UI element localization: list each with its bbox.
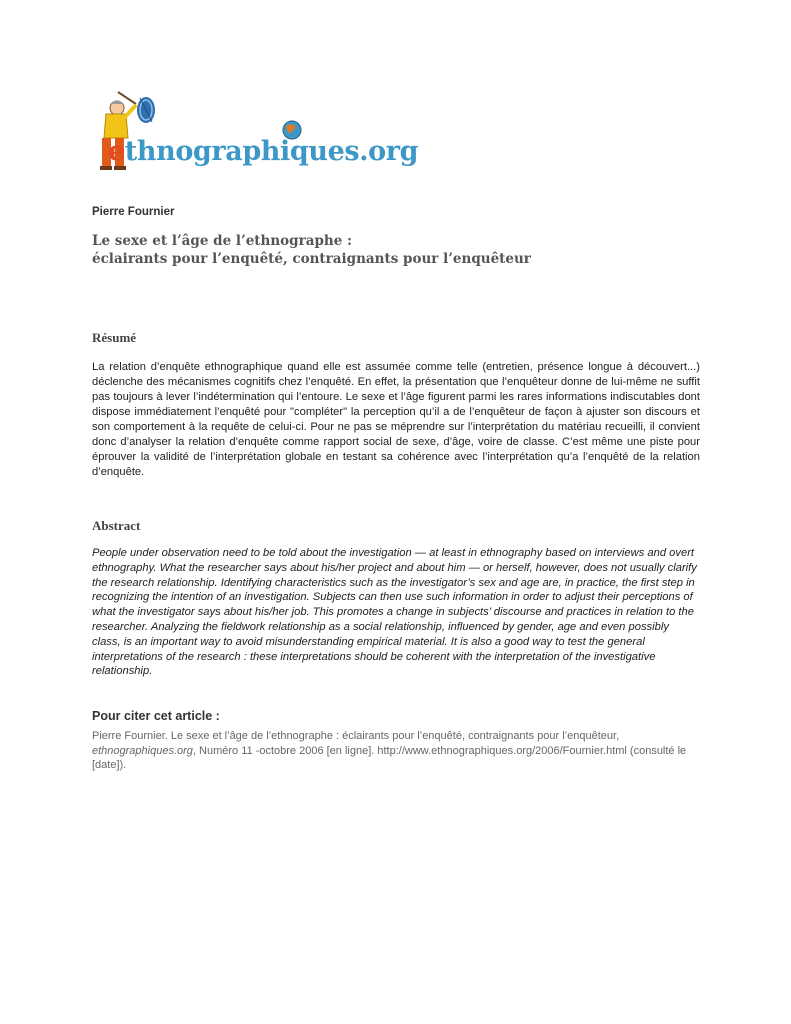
logo-wordmark bbox=[108, 136, 418, 167]
abstract-heading: Abstract bbox=[92, 518, 141, 533]
resume-heading: Résumé bbox=[92, 330, 137, 345]
citation-text bbox=[92, 729, 702, 773]
article-title-line-1: Le sexe et l’âge de l’ethnographe : bbox=[92, 233, 352, 249]
citation-heading: Pour citer cet article : bbox=[92, 709, 220, 723]
abstract-text: People under observation need to be told about the investigation — at least in ethnography based on interviews and overt ethnography. What the researcher says about his/her project and about him — or herself, however, does not usually clarify the research relationship. Identifying characteristics such as the investigator’s sex and age are, in practice, the first step in recognizing the intention of an investigation. Subjects can then use such information in order to adjust their perceptions of what the investigator says about his/her job. This promotes a change in subjects’ discourse and practices in relation to the researcher. Analyzing the fieldwork relationship as a social relationship, influenced by gender, age and even possibly class, is an important way to avoid misunderstanding empirical material. It is also a good way to test the general interpretations of the research : these interpretations should be coherent with the interpretation of the investigative relationship. bbox=[92, 547, 697, 678]
citation-text-end: , Numéro 11 -octobre 2006 [en ligne]. http://www.ethnographiques.org/2006/Fournier.html (consulté le [date]). bbox=[92, 744, 687, 771]
resume-text: La relation d’enquête ethnographique quand elle est assumée comme telle (entretien, présence longue à découvert...) déclenche des mécanismes cognitifs chez l’enquêté. En effet, la présentation que l’enquêteur donne de lui-même ne suffit pas toujours à lever l’indétermination qui l’entoure. Le sexe et l’âge figurent parmi les rares informations indiscutables dont dispose immédiatement l’enquêté pour "compléter" la perception qu’il a de l’enquêteur de façon à ajuster son discours et son comportement à la requête de celui-ci. Pour ne pas se méprendre sur l’interprétation du matériau recueilli, il convient donc d’analyser la relation d’enquête comme rapport social de sexe, d’âge, voire de classe. C’est même une piste pour éprouver la validité de l’interprétation globale en testant sa cohérence avec l’interprétation qu’a l’enquêté de la relation d’enquête. bbox=[92, 361, 700, 478]
logo-e-letter: e bbox=[108, 136, 125, 167]
logo-wordmark-rest: thnographiques.org bbox=[124, 136, 419, 167]
article-title-line-2: éclairants pour l’enquêté, contraignants pour l’enquêteur bbox=[92, 251, 531, 267]
author-name: Pierre Fournier bbox=[92, 206, 175, 218]
citation-journal-name: ethnographiques.org bbox=[92, 744, 193, 757]
citation-text-start: Pierre Fournier. Le sexe et l’âge de l’ethnographe : éclairants pour l’enquêté, contraignants pour l’enquêteur, bbox=[92, 730, 620, 742]
article-title bbox=[92, 232, 531, 268]
ethnographiques-logo[interactable] bbox=[88, 88, 419, 174]
